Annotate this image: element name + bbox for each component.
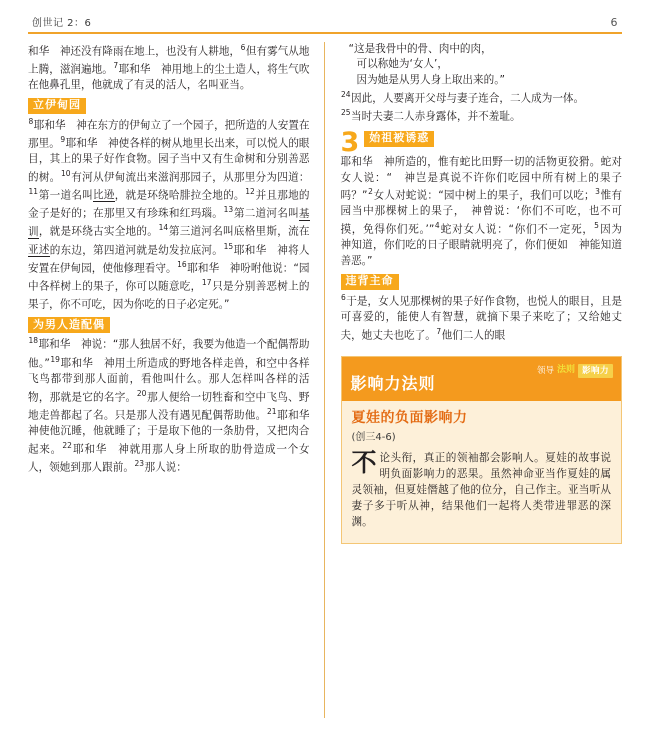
verse-number: 6 (240, 42, 246, 52)
verse-text: 和华 神还没有降雨在地上，也没有人耕地， (28, 45, 241, 58)
verse-text: 他们二人的眼 (441, 329, 506, 342)
verse-text: 因此，人要离开父母与妻子连合，二人成为一体。 (351, 92, 585, 105)
verse-text: 那人便给一切牲畜和空中飞鸟、野地走兽都起了名。只是那人没有遇见配偶帮助他。 (28, 391, 310, 422)
verse-text: 第一道名叫比逊，就是环绕哈腓拉全地的。 (38, 189, 245, 202)
verse-text: 第二道河名叫基训，就是环绕古实全地的。 (28, 207, 310, 238)
verse-number: 7 (436, 326, 442, 336)
feature-subtitle: 夏娃的负面影响力 (351, 409, 468, 426)
left-column (28, 42, 325, 718)
verse-number: 22 (62, 440, 72, 450)
verse-text: 耶和华 神用地上的尘土造人，将生气吹在他鼻孔里，他就成了有灵的活人，名叫亚当。 (28, 63, 310, 91)
verse-number: 10 (61, 168, 71, 178)
verse-text: 耶和华 神吩咐他说：“园中各样树上的果子，你可以随意吃， (28, 262, 310, 293)
verse-text: 耶和华 神使各样的树从地里长出来，可以悦人的眼目，其上的果子好作食物。园子当中又有生命树和分别善恶的树。 (28, 137, 310, 184)
header-book-reference: 创世记 2：6 (32, 18, 92, 29)
section-heading-helper: 为男人造配偶 (28, 317, 110, 333)
feature-tag-badge: 影响力 (578, 364, 613, 379)
verse-paragraph (28, 42, 310, 94)
verse-text: 有河从伊甸流出来滋润那园子，从那里分为四道： (71, 171, 310, 184)
verse-number: 3 (595, 187, 600, 197)
verse-number: 25 (341, 107, 351, 117)
verse-text: 耶和华 神在东方的伊甸立了一个园子，把所造的人安置在那里。 (28, 119, 310, 150)
verse-text: 但有雾气从地上腾，滋润遍地。 (28, 45, 310, 76)
verse-text: 耶和华 神所造的，惟有蛇比田野一切的活物更狡猾。蛇对女人说：“ 神岂是真说不许你们吃园中所有树上的果子吗？” (340, 155, 622, 202)
verse-text: 耶和华 神说：“那人独居不好，我要为他造一个配偶帮助他。” (28, 339, 310, 370)
verse-paragraph (341, 292, 623, 344)
feature-header-bar (342, 357, 622, 401)
verse-paragraph (341, 89, 623, 107)
verse-number: 12 (245, 186, 255, 196)
section-heading-wrap (28, 313, 310, 335)
verse-text: 因为 神知道，你们吃的日子眼睛就明亮了，你们便如 神能知道善恶。” (340, 223, 633, 267)
right-column (325, 42, 633, 718)
two-column-body (28, 42, 633, 718)
verse-text: 耶和华 神使他沉睡，他就睡了；于是取下他的一条肋骨，又把肉合起来。 (28, 409, 321, 456)
verse-text: 女人对蛇说：“园中树上的果子，我们可以吃； (373, 189, 595, 202)
verse-number: 19 (50, 354, 60, 364)
verse-number: 16 (177, 259, 187, 269)
verse-number: 24 (341, 89, 351, 99)
section-heading-disobedience: 违背主命 (341, 274, 399, 290)
verse-number: 7 (113, 60, 119, 70)
verse-number: 9 (60, 134, 66, 144)
verse-text: 于是，女人见那棵树的果子好作食物，也悦人的眼目，且是可喜爱的，能使人有智慧，就摘下果子来吃了；又给她丈夫，她丈夫也吃了。 (340, 295, 622, 342)
verse-number: 4 (434, 221, 440, 231)
feature-title: 影响力法则 (350, 374, 436, 394)
verse-number: 23 (134, 458, 144, 468)
verse-paragraph (28, 335, 321, 476)
poem-line: 可以称她为‘女人’， (356, 58, 448, 71)
verse-number: 20 (136, 388, 147, 398)
verse-text: 当时夫妻二人赤身露体，并不羞耻。 (351, 110, 521, 123)
verse-number: 5 (594, 221, 599, 231)
feature-body-text: 论头衔，真正的领袖都会影响人。夏娃的故事说明负面影响力的恶果。虽然神命亚当作夏娃的属灵领袖，但夏娃僭越了他的位分，自己作主。亚当听从妻子多于听从神，结果他们一起将人类带进罪恶的深渊。 (351, 452, 611, 528)
page-number: 6 (610, 16, 618, 29)
verse-text: 第三道河名叫底格里斯，流在亚述的东边，第四道河就是幼发拉底河。 (28, 225, 310, 257)
chapter-block (340, 126, 623, 158)
verse-paragraph (28, 116, 310, 314)
verse-text: 蛇对女人说：“你们不一定死， (440, 223, 594, 236)
verse-number: 18 (28, 336, 39, 346)
verse-number: 21 (266, 406, 277, 416)
verse-number: 14 (158, 223, 169, 233)
verse-number: 6 (341, 292, 346, 302)
section-heading-temptation: 始祖被诱惑 (364, 131, 434, 147)
header-divider (28, 32, 622, 34)
feature-dropcap: 不 (351, 448, 377, 478)
poem-line: 因为她是从男人身上取出来的。” (356, 73, 505, 86)
verse-text: 耶和华 神就用那人身上所取的肋骨造成一个女人，领她到那人跟前。 (28, 443, 310, 474)
verse-text: 耶和华 神用土所造成的野地各样走兽，和空中各样飞鸟都带到那人面前，看他叫什么。那人怎样叫各样的活物，那就是它的名字。 (28, 357, 310, 404)
verse-number: 13 (223, 205, 234, 215)
feature-body (342, 448, 622, 530)
verse-number: 2 (368, 187, 373, 197)
feature-tag-word: 法则 (556, 365, 575, 376)
chapter-number: 3 (340, 126, 360, 158)
verse-paragraph (340, 155, 633, 270)
verse-number: 17 (201, 277, 212, 287)
verse-paragraph (341, 107, 623, 125)
feature-tag-label: 领导 (536, 365, 554, 376)
poem-line: “这是我骨中的骨、肉中的肉， (348, 42, 492, 55)
page-header (28, 14, 622, 32)
section-heading-wrap (28, 94, 310, 116)
verse-text: 并且那地的金子是好的；在那里又有珍珠和红玛瑙。 (28, 189, 310, 220)
verse-number: 8 (28, 116, 34, 126)
chapter-heading-line (364, 131, 622, 148)
verse-number (229, 296, 230, 305)
feature-reference: (创三4-6) (351, 431, 396, 443)
verse-text: 惟有园当中那棵树上的果子， 神曾说：‘你们不可吃，也不可摸，免得你们死。’” (340, 189, 622, 236)
verse-text: 只是分别善恶树上的果子，你不可吃，因为你吃的日子必定死。” (28, 280, 310, 311)
feature-tag-group (537, 364, 613, 379)
feature-box-influence-law (341, 356, 623, 544)
verse-number: 15 (223, 241, 234, 251)
verse-text: 耶和华 神将人安置在伊甸园，使他修理看守。 (28, 244, 310, 275)
section-heading-eden: 立伊甸园 (28, 98, 86, 114)
verse-text: 那人说： (144, 461, 187, 474)
section-heading-wrap (341, 270, 623, 292)
verse-number: 11 (28, 186, 39, 196)
